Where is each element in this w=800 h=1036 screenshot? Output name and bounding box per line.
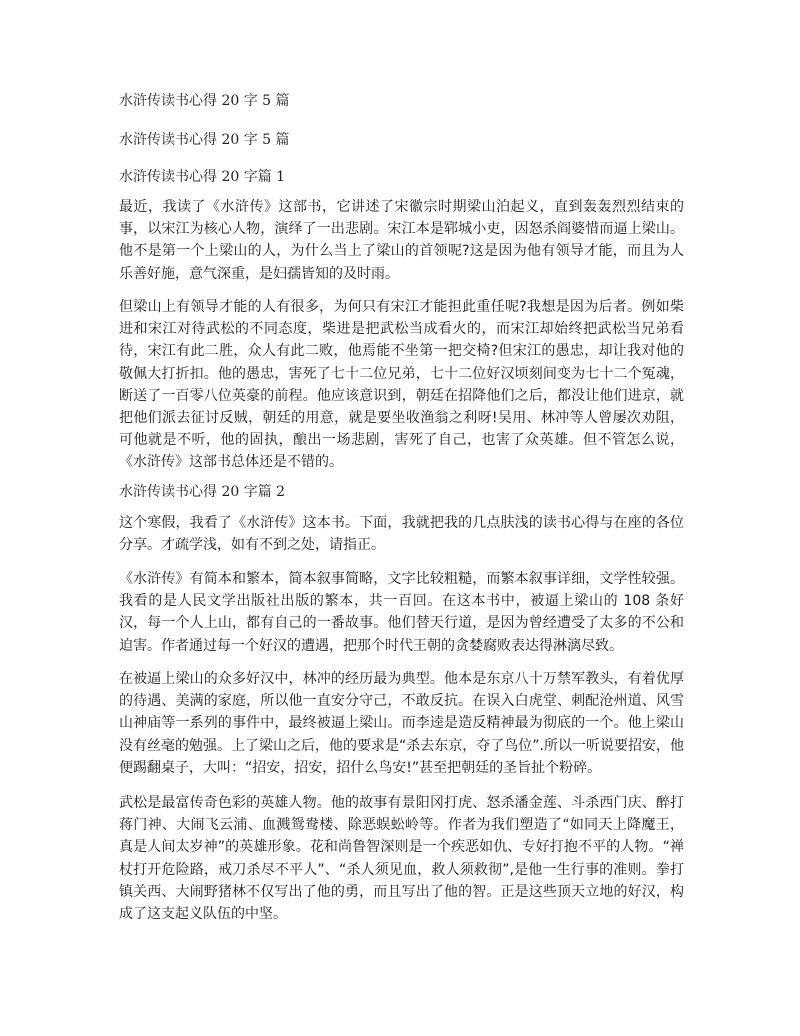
section-heading-1: 水浒传读书心得 20 字篇 1: [119, 169, 286, 185]
section-heading-2: 水浒传读书心得 20 字篇 2: [119, 484, 286, 500]
paragraph-4: 《水浒传》有简本和繁本，简本叙事简略，文字比较粗糙，而繁本叙事详细，文学性较强。我看的是人民文学出版社出版的繁本，共一百回。在这本书中，被逼上梁山的 108 条好汉，每一个人上山，都有自己的一番故事。他们替天行道，是因为曾经遭受了太多的不公和迫害。作者通过每一个好汉的遭遇，把那个时代王朝的贪婪腐败表达得淋漓尽致。: [119, 571, 684, 654]
paragraph-2: 但梁山上有领导才能的人有很多，为何只有宋江才能担此重任呢?我想是因为后者。例如柴进和宋江对待武松的不同态度，柴进是把武松当成看火的，而宋江却始终把武松当兄弟看待，宋江有此二胜，众人有此二败，他焉能不坐第一把交椅?但宋江的愚忠，却让我对他的敬佩大打折扣。他的愚忠，害死了七十二位兄弟，七十二位好汉顷刻间变为七十二个冤魂，断送了一百零八位英豪的前程。他应该意识到，朝廷在招降他们之后，都没让他们进京，就把他们派去征讨反贼，朝廷的用意，就是要坐收渔翁之利呀!吴用、林冲等人曾屡次劝阻，可他就是不听，他的固执，酿出一场悲剧，害死了自己，也害了众英雄。但不管怎么说，《水浒传》这部书总体还是不错的。: [119, 299, 684, 471]
doc-subtitle: 水浒传读书心得 20 字 5 篇: [119, 132, 290, 148]
paragraph-3: 这个寒假，我看了《水浒传》这本书。下面，我就把我的几点肤浅的读书心得与在座的各位分享。才疏学浅，如有不到之处，请指正。: [119, 515, 684, 554]
paragraph-1: 最近，我读了《水浒传》这部书，它讲述了宋徽宗时期梁山泊起义，直到轰轰烈烈结束的事，以宋江为核心人物，演绎了一出悲剧。宋江本是郓城小吏，因怒杀阎婆惜而逼上梁山。他不是第一个上梁山的人，为什么当上了梁山的首领呢?这是因为他有领导才能，而且为人乐善好施，意气深重，是妇孺皆知的及时雨。: [119, 199, 684, 282]
paragraph-6: 武松是最富传奇色彩的英雄人物。他的故事有景阳冈打虎、怒杀潘金莲、斗杀西门庆、醉打蒋门神、大闹飞云浦、血溅鸳鸯楼、除恶蜈蚣岭等。作者为我们塑造了“如同天上降魔王，真是人间太岁神”的英雄形象。花和尚鲁智深则是一个疾恶如仇、专好打抱不平的人物。“禅杖打开危险路，戒刀杀尽不平人”、“杀人须见血，救人须救彻”,是他一生行事的准则。拳打镇关西、大闹野猪林不仅写出了他的勇，而且写出了他的智。正是这些顶天立地的好汉，构成了这支起义队伍的中坚。: [119, 795, 684, 923]
doc-title: 水浒传读书心得 20 字 5 篇: [119, 93, 290, 109]
paragraph-5: 在被逼上梁山的众多好汉中，林冲的经历最为典型。他本是东京八十万禁军教头，有着优厚的待遇、美满的家庭，所以他一直安分守己，不敢反抗。在误入白虎堂、刺配沧州道、风雪山神庙等一系列的事件中，最终被逼上梁山。而李逵是造反精神最为彻底的一个。他上梁山没有丝毫的勉强。上了梁山之后，他的要求是“杀去东京，夺了鸟位”.所以一听说要招安，他便踢翻桌子，大叫：“招安，招安，招什么鸟安!”甚至把朝廷的圣旨扯个粉碎。: [119, 671, 684, 776]
